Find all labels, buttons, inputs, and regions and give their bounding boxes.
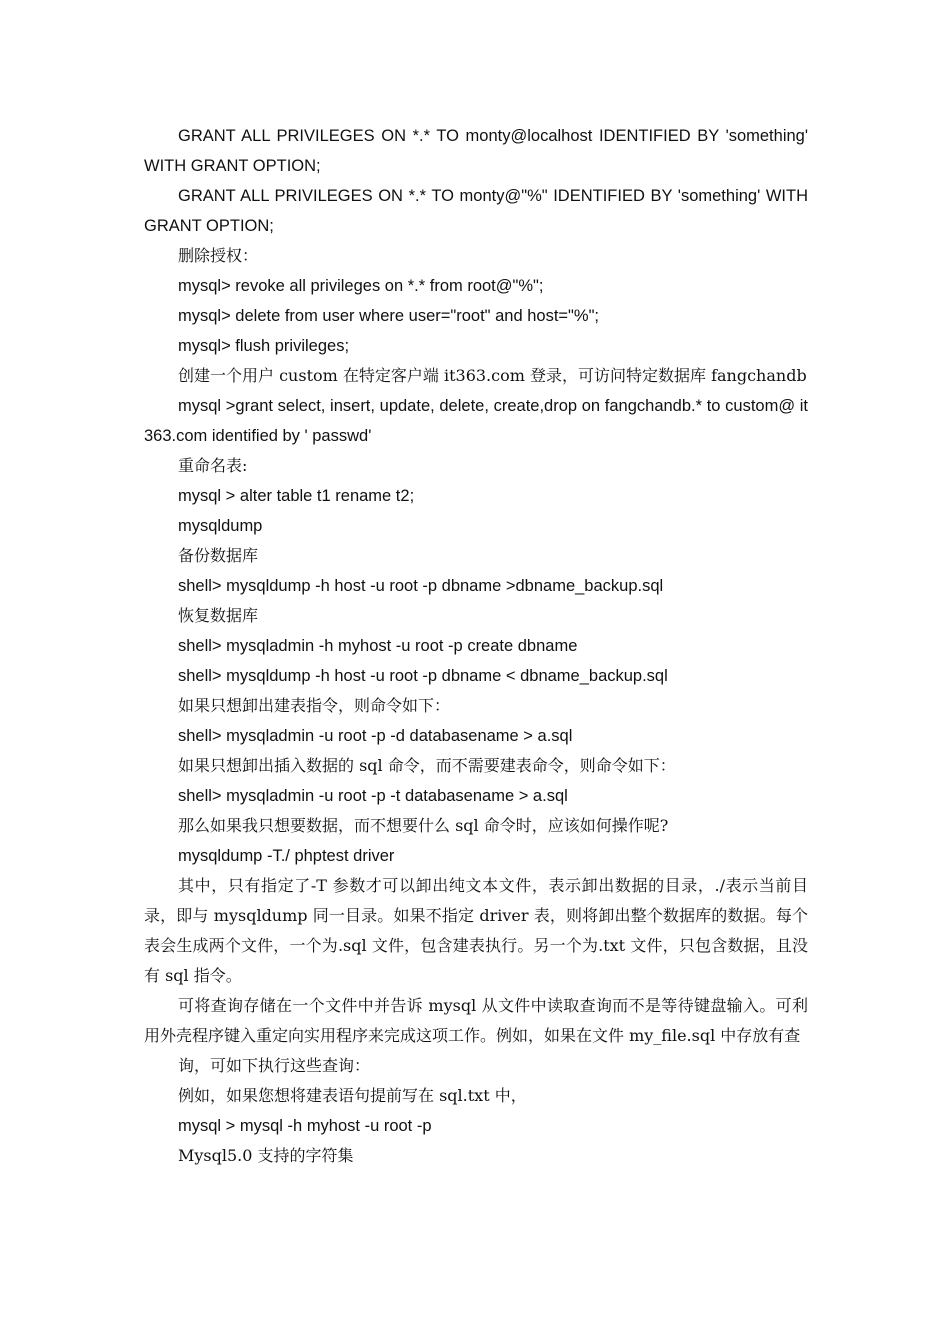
mysqldump-heading: mysqldump <box>178 517 263 535</box>
rename-table-command: mysql > alter table t1 rename t2; <box>178 487 415 505</box>
grant-localhost-statement: GRANT ALL PRIVILEGES ON *.* TO monty@localhost IDENTIFIED BY 'something' WITH GRANT OPTION; <box>144 127 808 175</box>
data-only-description: 如果只想卸出插入数据的 sql 命令，而不需要建表命令，则命令如下： <box>178 756 676 775</box>
plain-text-dump-explanation: 其中，只有指定了-T 参数才可以卸出纯文本文件，表示卸出数据的目录，./表示当前目录，即与 mysqldump 同一目录。如果不指定 driver 表，则将卸出整个数据库的数据。每个表会生成两个文件，一个为.sql 文件，包含建表执行。另一个为.txt 文件，只包含数据，且没有 sql 指令。 <box>144 876 808 985</box>
plain-data-question: 那么如果我只想要数据，而不想要什么 sql 命令时，应该如何操作呢? <box>178 816 669 835</box>
flush-privileges-command: mysql> flush privileges; <box>178 337 350 355</box>
backup-command: shell> mysqldump -h host -u root -p dbname >dbname_backup.sql <box>178 577 664 595</box>
query-file-continuation: 询，可如下执行这些查询： <box>178 1056 371 1075</box>
delete-user-command: mysql> delete from user where user="root" and host="%"; <box>178 307 600 325</box>
revoke-command: mysql> revoke all privileges on *.* from root@"%"; <box>178 277 544 295</box>
backup-database-heading: 备份数据库 <box>178 546 259 565</box>
mysql-login-command: mysql > mysql -h myhost -u root -p <box>178 1117 432 1135</box>
create-user-description: 创建一个用户 custom 在特定客户端 it363.com 登录，可访问特定数据库 fangchandb <box>178 366 807 385</box>
sql-txt-example: 例如，如果您想将建表语句提前写在 sql.txt 中， <box>178 1086 527 1105</box>
revoke-section-heading: 删除授权： <box>178 246 259 265</box>
schema-only-command: shell> mysqladmin -u root -p -d databasename > a.sql <box>178 727 573 745</box>
charset-heading: Mysql5.0 支持的字符集 <box>178 1146 354 1165</box>
create-database-command: shell> mysqladmin -h myhost -u root -p create dbname <box>178 637 578 655</box>
restore-command: shell> mysqldump -h host -u root -p dbname < dbname_backup.sql <box>178 667 668 685</box>
grant-custom-user-command: mysql >grant select, insert, update, delete, create,drop on fangchandb.* to custom@ it363.com identified by ' passwd' <box>144 397 808 445</box>
query-file-explanation: 可将查询存储在一个文件中并告诉 mysql 从文件中读取查询而不是等待键盘输入。可利用外壳程序键入重定向实用程序来完成这项工作。例如，如果在文件 my_file.sql 中存放有查 <box>144 996 808 1045</box>
grant-any-host-statement: GRANT ALL PRIVILEGES ON *.* TO monty@"%" IDENTIFIED BY 'something' WITH GRANT OPTION; <box>144 187 808 235</box>
rename-table-heading: 重命名表: <box>178 456 248 475</box>
document-body <box>144 121 808 1171</box>
plain-text-dump-command: mysqldump -T./ phptest driver <box>178 847 395 865</box>
data-only-command: shell> mysqladmin -u root -p -t databasename > a.sql <box>178 787 568 805</box>
schema-only-description: 如果只想卸出建表指令，则命令如下： <box>178 696 451 715</box>
restore-database-heading: 恢复数据库 <box>178 606 259 625</box>
